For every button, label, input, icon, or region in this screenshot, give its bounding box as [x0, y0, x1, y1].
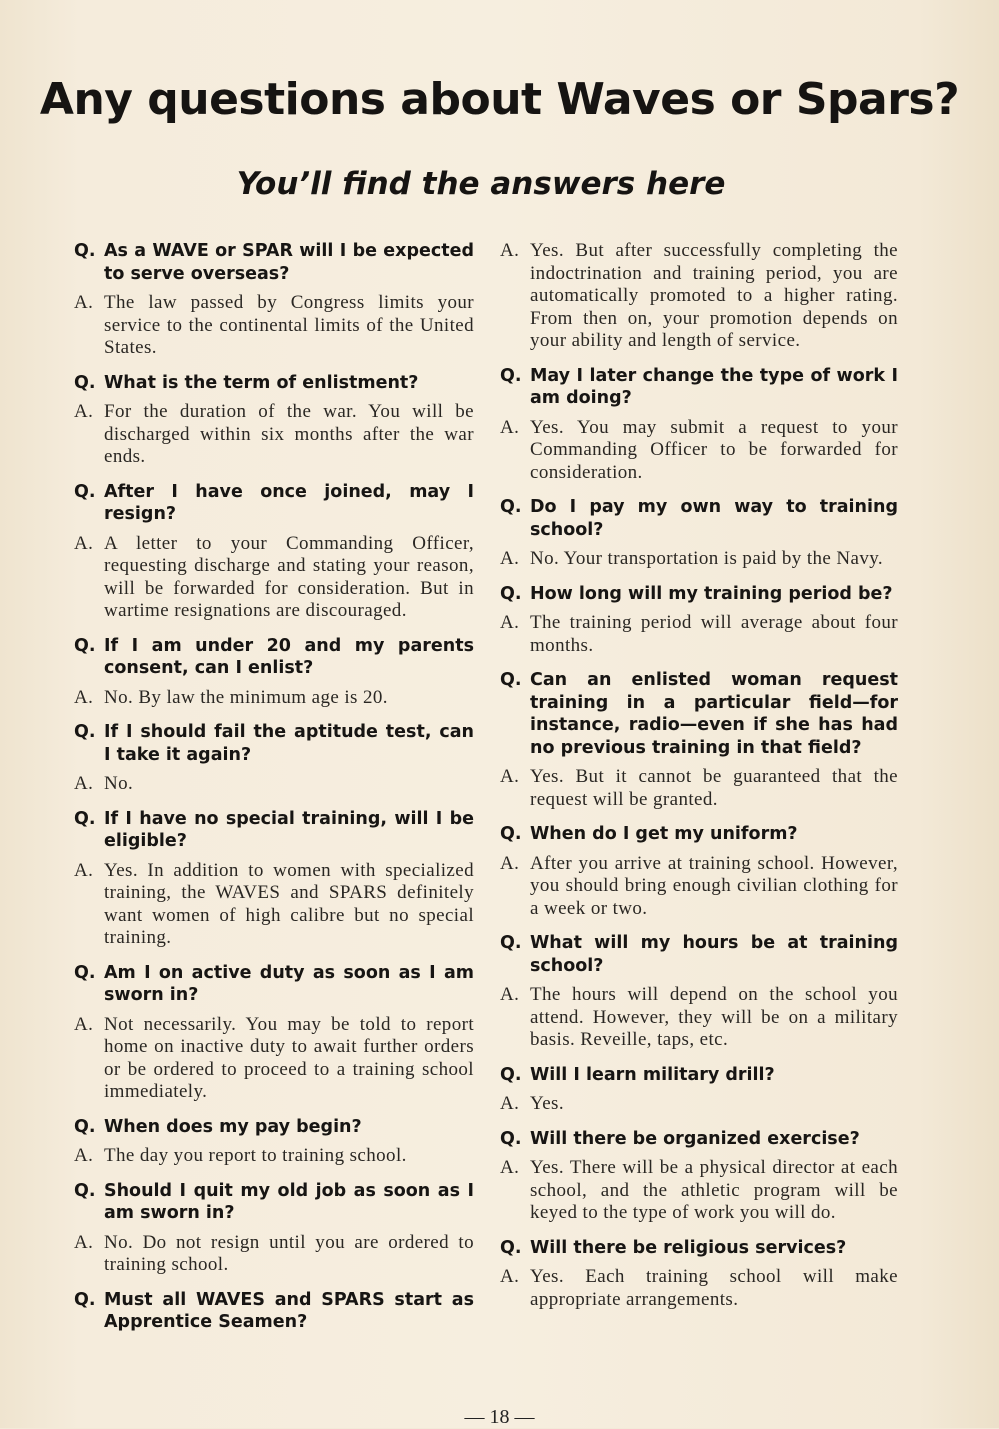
answer: A. Yes.	[500, 1093, 564, 1114]
answer: A. Yes. Each training school will make appropriate arrangements.	[500, 1266, 898, 1310]
question: Q. What is the term of enlistment?	[74, 372, 419, 393]
answer: A. A letter to your Commanding Officer, requesting discharge and stating your reason, will be forwarded for consideration. But in wartime resignations are discouraged.	[74, 532, 474, 621]
answer: A. Not necessarily. You may be told to report home on inactive duty to await further orders or be ordered to proceed to a training school immediately.	[74, 1013, 474, 1102]
left-column	[74, 240, 474, 1346]
question: Q. How long will my training period be?	[500, 583, 893, 604]
answer: A. No. Do not resign until you are ordered to training school.	[74, 1231, 474, 1275]
question: Q. Can an enlisted woman request training in a particular field—for instance, radio—even if she has had no previous training in that field?	[500, 670, 898, 758]
answer: A. No. Your transportation is paid by the Navy.	[500, 548, 884, 569]
question: Q. Will I learn military drill?	[500, 1064, 775, 1085]
question: Q. Must all WAVES and SPARS start as Apprentice Seamen?	[74, 1289, 474, 1332]
question: Q. If I am under 20 and my parents consent, can I enlist?	[74, 635, 474, 678]
question: Q. What will my hours be at training school?	[500, 933, 898, 976]
question: Q. Should I quit my old job as soon as I am sworn in?	[74, 1180, 474, 1223]
answer: A. For the duration of the war. You will be discharged within six months after the war ends.	[74, 401, 474, 467]
question: Q. If I should fail the aptitude test, can I take it again?	[74, 722, 474, 765]
answer: A. Yes. In addition to women with specialized training, the WAVES and SPARS definitely want women of high calibre but no special training.	[74, 859, 474, 948]
answer: A. The hours will depend on the school you attend. However, they will be on a military basis. Reveille, taps, etc.	[500, 984, 898, 1050]
answer: A. Yes. But it cannot be guaranteed that the request will be granted.	[500, 766, 898, 810]
page-number: — 18 —	[464, 1406, 535, 1428]
question: Q. Will there be religious services?	[500, 1237, 847, 1258]
answer-continued: A. Yes. But after successfully completing the indoctrination and training period, you are automatically promoted to a higher rating. From then on, your promotion depends on your ability and length of service.	[500, 240, 898, 351]
question: Q. If I have no special training, will I be eligible?	[74, 808, 474, 851]
answer: A. The day you report to training school.	[74, 1145, 407, 1166]
question: Q. When does my pay begin?	[74, 1116, 362, 1137]
question: Q. Will there be organized exercise?	[500, 1128, 860, 1149]
answer: A. No. By law the minimum age is 20.	[74, 686, 388, 708]
question: Q. Do I pay my own way to training school?	[500, 497, 898, 540]
answer: A. No.	[74, 773, 134, 794]
page-subtitle: You’ll find the answers here	[236, 166, 726, 202]
question: Q. Am I on active duty as soon as I am sworn in?	[74, 962, 474, 1005]
answer: A. Yes. You may submit a request to your Commanding Officer to be forwarded for consideration.	[500, 416, 898, 483]
answer: A. The training period will average about four months.	[500, 612, 898, 656]
right-column	[500, 240, 898, 1323]
answer: A. The law passed by Congress limits your service to the continental limits of the United States.	[74, 292, 474, 358]
question: Q. After I have once joined, may I resign?	[74, 481, 474, 524]
answer: A. After you arrive at training school. However, you should bring enough civilian clothing for a week or two.	[500, 852, 898, 919]
question: Q. As a WAVE or SPAR will I be expected to serve overseas?	[74, 241, 474, 284]
answer: A. Yes. There will be a physical director at each school, and the athletic program will be keyed to the type of work you will do.	[500, 1157, 898, 1223]
page-title: Any questions about Waves or Spars?	[39, 74, 960, 125]
question: Q. When do I get my uniform?	[500, 824, 798, 844]
question: Q. May I later change the type of work I am doing?	[500, 365, 898, 408]
